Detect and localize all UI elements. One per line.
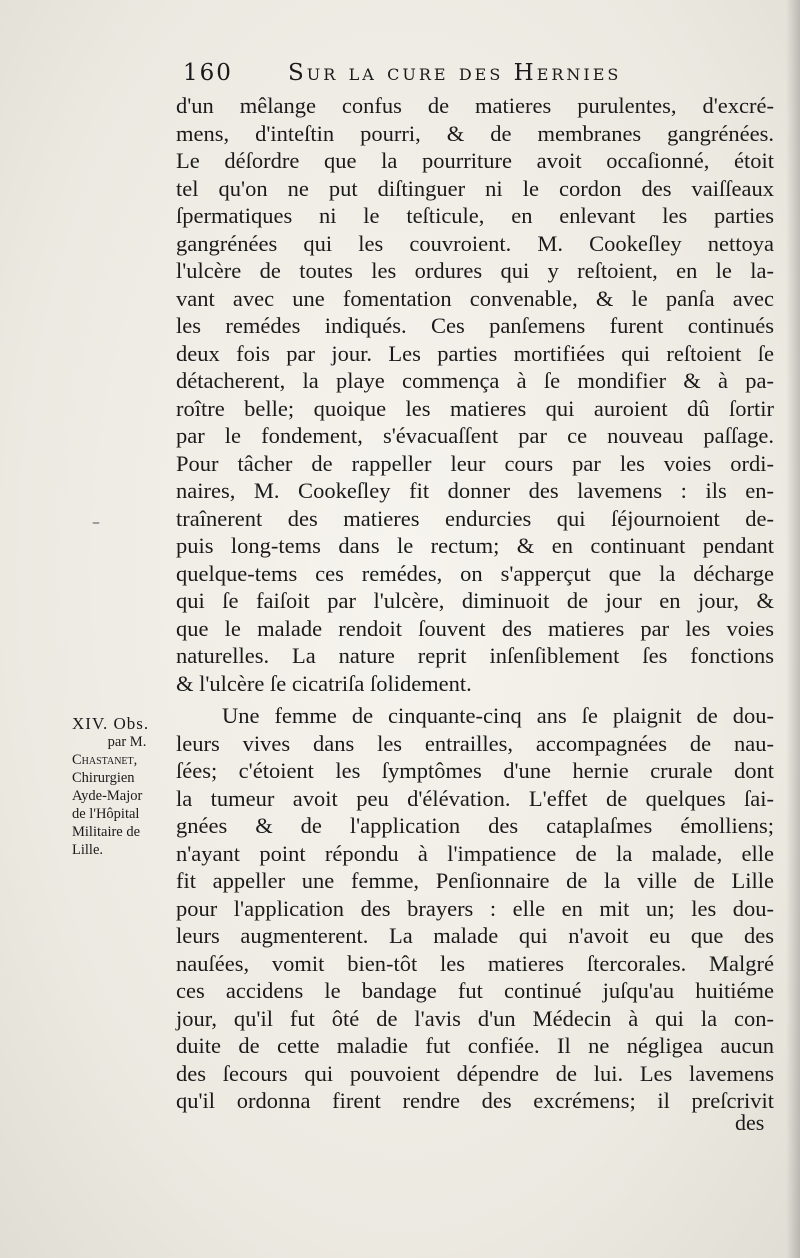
margin-note-line: Ayde-Major [72, 788, 143, 804]
catchword: des [735, 1110, 765, 1135]
running-title: Sur la cure des Hernies [288, 60, 622, 86]
text-line: ces accidens le bandage fut continué juſqu'au huitiéme [176, 978, 774, 1003]
text-line: duite de cette maladie fut confiée. Il ne négligea aucun [176, 1033, 774, 1058]
text-line: ſpermatiques ni le teſticule, en enlevant les parties [176, 203, 774, 228]
text-line: qui ſe faiſoit par l'ulcère, diminuoit de jour en jour, & [176, 588, 774, 613]
text-line: la tumeur avoit peu d'élévation. L'effet de quelques ſai- [176, 785, 774, 811]
page-number: 160 [183, 60, 233, 86]
margin-note-line: par M. [107, 734, 147, 750]
text-line: naires, M. Cookeſley fit donner des lavemens : ils en- [176, 478, 774, 503]
paragraph-end-line: & l'ulcère ſe cicatriſa ſolidement. [176, 670, 472, 696]
text-line: gangrénées qui les couvroient. M. Cookeſley nettoya [176, 230, 774, 256]
text-line: leurs augmenterent. La malade qui n'avoit eu que des [176, 923, 774, 948]
margin-note [72, 715, 182, 859]
text-line: Le déſordre que la pourriture avoit occaſionné, étoit [176, 148, 774, 173]
text-line: les remédes indiqués. Ces panſemens furent continués [176, 313, 774, 338]
text-line: des ſecours qui pouvoient dépendre de lui. Les lavemens [176, 1060, 774, 1086]
text-line: détacherent, la playe commença à ſe mondifier & à pa- [176, 368, 774, 393]
text-line: l'ulcère de toutes les ordures qui y reſtoient, en le la- [176, 258, 774, 283]
author-name: Chastanet, [72, 752, 138, 768]
main-text [176, 92, 774, 1115]
text-line: vant avec une fomentation convenable, & le panſa avec [176, 285, 774, 311]
text-line: mens, d'inteſtin pourri, & de membranes gangrénées. [176, 120, 774, 146]
running-header [183, 58, 678, 92]
text-line: naturelles. La nature reprit inſenſiblement ſes fonctions [176, 643, 774, 668]
text-line: deux fois par jour. Les parties mortifiées qui reſtoient ſe [176, 340, 774, 366]
text-line: nauſées, vomit bien-tôt les matieres ſtercorales. Malgré [176, 950, 774, 976]
observation-number: XIV. Obs. [72, 714, 150, 733]
text-line: jour, qu'il fut ôté de l'avis d'un Médecin à qui la con- [176, 1005, 774, 1031]
text-line: ſées; c'étoient les ſymptômes d'une hernie crurale dont [176, 758, 774, 783]
paragraph-start-line: Une femme de cinquante-cinq ans ſe plaignit de dou- [222, 703, 774, 728]
margin-mark: – [92, 512, 100, 531]
page-gutter-shadow [786, 0, 800, 1258]
text-line: puis long-tems dans le rectum; & en continuant pendant [176, 533, 774, 558]
text-line: d'un mêlange confus de matieres purulentes, d'excré- [176, 93, 774, 118]
text-line: qu'il ordonna firent rendre des excrémens; il preſcrivit [176, 1088, 774, 1113]
text-line: pour l'application des brayers : elle en mit un; les dou- [176, 895, 774, 921]
text-line: n'ayant point répondu à l'impatience de la malade, elle [176, 840, 774, 866]
text-line: Pour tâcher de rappeller leur cours par les voies ordi- [176, 450, 774, 476]
text-line: tel qu'on ne put diſtinguer ni le cordon des vaiſſeaux [176, 175, 774, 201]
margin-note-line: de l'Hôpital [72, 806, 140, 822]
text-line: par le fondement, s'évacuaſſent par ce nouveau paſſage. [176, 423, 774, 448]
margin-note-line: Chirurgien [72, 770, 135, 786]
text-line: gnées & de l'application des cataplaſmes émolliens; [176, 813, 774, 838]
margin-note-line: Militaire de [72, 824, 141, 840]
text-line: fit appeller une femme, Penſionnaire de la ville de Lille [176, 868, 774, 893]
text-line: traînerent des matieres endurcies qui ſéjournoient de- [176, 505, 774, 531]
text-line: roître belle; quoique les matieres qui auroient dû ſortir [176, 395, 774, 421]
text-line: quelque-tems ces remédes, on s'apperçut que la décharge [176, 560, 774, 586]
text-line: leurs vives dans les entrailles, accompagnées de nau- [176, 730, 774, 756]
text-line: que le malade rendoit ſouvent des matieres par les voies [176, 615, 774, 641]
margin-note-line: Lille. [72, 842, 104, 858]
